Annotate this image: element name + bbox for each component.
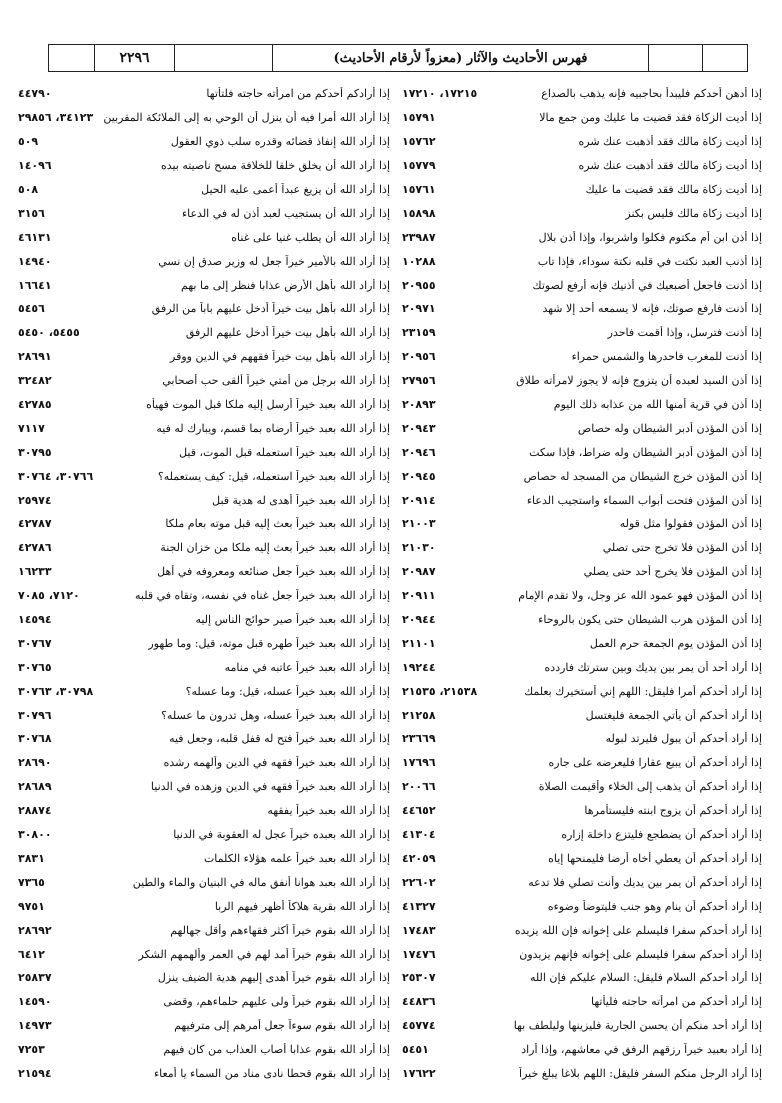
hadith-text: إذا أراد الله بأهل الأرض عذابا فنظر إلى ما بهم — [181, 278, 390, 292]
hadith-text: إذا أراد أحدكم أن يمر بين يديك وأنت تصلي فلا تدعه — [528, 875, 762, 889]
page-header — [48, 44, 748, 72]
hadith-text: إذا أراد الله بعبد خيراً استعمله قبل الموت، قيل — [179, 445, 390, 459]
index-entry — [18, 273, 390, 297]
hadith-text: إذا أراد الله بعبد خيراً عسله، وهل تدرون ما عسله؟ — [161, 708, 390, 722]
hadith-number: ٢٠٩٥٦ — [402, 350, 436, 364]
hadith-number: ١٥٧٧٩ — [402, 159, 436, 173]
hadith-text: إذا أراد أحدكم سفرا فليسلم على إخوانه فإنهم يزيدون — [519, 947, 762, 961]
hadith-text: إذا أراد الرجل منكم السفر فليقل: اللهم بلاغا يبلغ خيراً — [519, 1066, 762, 1080]
hadith-text: إذا أراد الله بعبد خيراً بعث إليه قبل موته بعام ملكا — [165, 517, 390, 531]
hadith-number: ٢٠٩٤٦ — [402, 445, 436, 459]
hadith-number: ٣٤١٢٣، ٢٩٨٥٦ — [18, 111, 94, 125]
index-entry — [18, 321, 390, 345]
hadith-text: إذا أراد الله بعبد خيراً عاتبه في منامه — [224, 660, 390, 674]
index-entry — [402, 775, 762, 799]
index-entry — [402, 225, 762, 249]
hadith-number: ٣٠٧٩٨، ٣٠٧٦٣ — [18, 684, 94, 698]
index-entry — [18, 799, 390, 823]
hadith-number: ٥٤٥١ — [402, 1043, 429, 1057]
index-entry — [402, 130, 762, 154]
hadith-text: إذا أذن المؤذن أدبر الشيطان وله حصاص — [577, 421, 762, 435]
hadith-number: ١٠٢٨٨ — [402, 254, 436, 268]
hadith-text: إذا أراد الله بعبد خيراً جعل غناه في نفسه، وتقاه في قلبه — [135, 589, 390, 603]
hadith-text: إذا أراد أحدكم أن يذهب إلى الخلاء وأقيمت الصلاة — [538, 780, 762, 794]
hadith-text: إذا أراد أحدكم سفرا فليسلم على إخوانه فإن الله يزيده — [514, 923, 762, 937]
hadith-text: إذا أذن المؤذن خرج الشيطان من المسجد له حصاص — [523, 469, 762, 483]
hadith-text: إذا أذن المؤذن فتحت أبواب السماء واستجيب الدعاء — [526, 493, 762, 507]
hadith-number: ٢٠٩٥٥ — [402, 278, 436, 292]
hadith-text: إذا أراد الله أن يستجيب لعبد أذن له في الدعاء — [181, 206, 390, 220]
hadith-text: إذا أراد أحدكم أن يبول فليرتد لبوله — [605, 732, 762, 746]
hadith-text: إذا أراد الله أمرا فيه أن ينزل أن الوحي به إلى الملائكة المقربين — [103, 111, 390, 125]
index-entry — [402, 823, 762, 847]
hadith-number: ١٦٦٤١ — [18, 278, 52, 292]
index-entry — [18, 823, 390, 847]
index-entry — [402, 894, 762, 918]
hadith-text: إذا أذن المؤذن فلا يخرج أحد حتى يصلي — [583, 565, 762, 579]
index-entry — [402, 942, 762, 966]
hadith-number: ٢٥٣٠٧ — [402, 971, 436, 985]
index-entry — [18, 297, 390, 321]
hadith-number: ٢٥٨٣٧ — [18, 971, 52, 985]
index-entry — [402, 106, 762, 130]
page-number: ٢٢٩٦ — [95, 45, 175, 71]
hadith-number: ١٥٧٦١ — [402, 183, 436, 196]
index-entry — [402, 440, 762, 464]
hadith-number: ١٤٩٧٣ — [18, 1019, 52, 1033]
hadith-number: ٤٤٦٥٢ — [402, 804, 436, 818]
hadith-number: ١٧٢١٥، ١٧٢١٠ — [402, 87, 478, 101]
hadith-number: ٢٠٩٤٣ — [402, 421, 436, 435]
hadith-text: إذا أراد الله بعبد خيراً صير حوائج الناس إليه — [195, 613, 390, 627]
index-entry — [18, 608, 390, 632]
hadith-number: ٥٤٥٥، ٥٤٥٠ — [18, 326, 80, 340]
index-entry — [402, 416, 762, 440]
index-entry — [402, 178, 762, 202]
hadith-number: ٢١٠٠٣ — [402, 517, 436, 531]
hadith-text: إذا أراد الله بقوم عذابا أصاب العذاب من كان فيهم — [163, 1043, 390, 1057]
hadith-text: إذا أراد الله بقوم قحطا نادى مناد من السماء يا أمعاء — [153, 1066, 390, 1080]
index-entry — [18, 727, 390, 751]
hadith-number: ٧١٢٠، ٧٠٨٥ — [18, 589, 80, 603]
index-entry — [18, 369, 390, 393]
hadith-text: إذا أراد الله بأهل بيت خيراً أدخل عليهم باباً من الرفق — [151, 302, 390, 316]
hadith-text: إذا أراد أحدكم السلام فليقل: السلام عليكم فإن الله — [529, 971, 762, 985]
index-entry — [402, 1062, 762, 1086]
hadith-text: إذا أذن المؤذن هرب الشيطان حتى يكون بالروحاء — [538, 613, 762, 627]
index-entry — [18, 249, 390, 273]
index-entry — [402, 393, 762, 417]
hadith-text: إذا أراد الله بقوم سوءاً جعل أمرهم إلى مترفيهم — [174, 1019, 390, 1033]
index-entry — [18, 440, 390, 464]
index-entry — [402, 345, 762, 369]
hadith-number: ٢٣٩٨٧ — [402, 230, 436, 244]
hadith-text: إذا أراد الله بعبد خيراً أهدى له هدية قبل — [212, 493, 390, 507]
index-entry — [402, 966, 762, 990]
hadith-number: ٢٠٠٦٦ — [402, 780, 436, 794]
index-entry — [18, 655, 390, 679]
hadith-text: إذا أراد الله بقوم خيراً أكثر فقهاءهم وأقل جهالهم — [170, 923, 390, 937]
hadith-number: ٢١٥٩٤ — [18, 1066, 52, 1080]
hadith-number: ٧١١٧ — [18, 421, 45, 435]
hadith-text: إذا أراد أحد أن يمر بين يديك وبين سترتك فاردده — [544, 660, 762, 674]
hadith-number: ٣٠٧٦٧ — [18, 636, 52, 650]
index-entry — [402, 154, 762, 178]
hadith-number: ٣٠٧٦٥ — [18, 660, 52, 674]
hadith-number: ١٧٦٩٦ — [402, 756, 436, 770]
hadith-number: ١٧٤٨٣ — [402, 923, 436, 937]
index-entry — [18, 751, 390, 775]
index-column-right — [402, 82, 762, 1085]
hadith-number: ١٧٤٧٦ — [402, 947, 436, 961]
index-entry — [18, 703, 390, 727]
index-entry — [402, 1038, 762, 1062]
hadith-text: إذا أراد الله بعبد خيراً علمه هؤلاء الكلمات — [203, 851, 390, 865]
index-entry — [402, 201, 762, 225]
hadith-number: ٢٣٦٦٩ — [402, 732, 436, 746]
index-entry — [402, 536, 762, 560]
hadith-number: ٤٢٧٨٦ — [18, 541, 52, 555]
hadith-number: ٢٠٩٤٤ — [402, 613, 436, 627]
header-cell-empty — [649, 45, 703, 71]
hadith-text: إذا أذنت فارفع صوتك، فإنه لا يسمعه أحد إلا شهد — [542, 302, 762, 316]
index-entry — [18, 536, 390, 560]
hadith-number: ٣٠٧٦٨ — [18, 732, 52, 746]
index-entry — [18, 894, 390, 918]
hadith-text: إذا أراد أحد منكم أن يحسن الجارية فليزينها وليلطف بها — [513, 1019, 762, 1033]
hadith-text: إذا أديت زكاة مالك فقد أذهبت عنك شره — [578, 159, 762, 173]
index-entry — [18, 154, 390, 178]
hadith-number: ٥٠٩ — [18, 135, 39, 149]
index-entry — [18, 488, 390, 512]
hadith-number: ١٤٠٩٦ — [18, 159, 52, 173]
index-entry — [402, 584, 762, 608]
hadith-number: ٤٢٧٨٧ — [18, 517, 52, 531]
hadith-number: ٢٣١٥٩ — [402, 326, 436, 340]
index-entry — [402, 751, 762, 775]
hadith-text: إذا أراد الله أن يزيغ عبداً أعمى عليه الحيل — [201, 183, 390, 196]
index-entry — [402, 655, 762, 679]
hadith-text: إذا أذنت فاجعل أصبعيك في أذنيك فإنه أرفع لصوتك — [532, 278, 762, 292]
index-entry — [402, 297, 762, 321]
hadith-number: ٤١٣٠٤ — [402, 828, 436, 842]
hadith-number: ٤١٣٢٧ — [402, 899, 436, 913]
hadith-number: ٢١٢٥٨ — [402, 708, 436, 722]
hadith-number: ٩٧٥١ — [18, 899, 45, 913]
hadith-text: إذا أراد الله بعبد خيراً استعمله، قيل: كيف يستعمله؟ — [157, 469, 390, 483]
hadith-number: ١٤٥٩٤ — [18, 613, 52, 627]
hadith-number: ١٧٦٢٢ — [402, 1066, 436, 1080]
hadith-number: ٢٠٩٧١ — [402, 302, 436, 316]
hadith-text: إذا أراد الله بقوم خيراً أهدى إليهم هدية الضيف ينزل — [157, 971, 390, 985]
hadith-number: ٥٤٥٦ — [18, 302, 45, 316]
hadith-text: إذا أديت زكاة مالك فقد أذهبت عنك شره — [578, 135, 762, 149]
index-entry — [18, 1014, 390, 1038]
hadith-text: إذا أذن في قرية أمنها الله من عذابه ذلك اليوم — [553, 398, 762, 412]
hadith-number: ١٦٢٣٣ — [18, 565, 52, 579]
hadith-text: إذا أذن السيد لعبده أن يتزوج فإنه لا يجوز لامرأته طلاق — [516, 374, 762, 388]
hadith-text: إذا أراد الله بعبد خيراً يفقهه — [267, 804, 390, 818]
hadith-number: ٢٨٦٩١ — [18, 350, 52, 364]
hadith-text: إذا أراد الله برجل من أمتي خيراً ألقى حب أصحابي — [162, 374, 390, 388]
hadith-text: إذا أراد أحدكم من امرأته حاجته فليأتها — [590, 995, 762, 1009]
hadith-number: ٤٦١٣١ — [18, 230, 52, 244]
hadith-text: إذا أراد الله بعبد خيراً فقهه في الدين وزهده في الدنيا — [150, 780, 390, 794]
hadith-number: ٤٤٨٣٦ — [402, 995, 436, 1009]
hadith-number: ٣١٥٦ — [18, 206, 45, 220]
hadith-text: إذا أديت الزكاة فقد قضيت ما عليك ومن جمع مالا — [539, 111, 762, 125]
index-entry — [402, 1014, 762, 1038]
hadith-number: ١٥٧٦٢ — [402, 135, 436, 149]
index-entry — [18, 584, 390, 608]
hadith-number: ٧٢٥٣ — [18, 1043, 45, 1057]
hadith-text: إذا أذنت فترسل، وإذا أقمت فاحدر — [607, 326, 762, 340]
hadith-number: ٢١٠٣٠ — [402, 541, 436, 555]
hadith-text: إذا أراد أحدكم أن يأتي الجمعة فليغتسل — [585, 708, 762, 722]
hadith-text: إذا أرادكم أحدكم من امرأته حاجته فلتأتها — [206, 87, 390, 101]
hadith-number: ٢٨٦٩٠ — [18, 756, 52, 770]
hadith-number: ٤٢٠٥٩ — [402, 851, 436, 865]
index-entry — [18, 870, 390, 894]
hadith-text: إذا أراد أحدكم أن يضطجع فليتزع داخلة إزاره — [561, 828, 762, 842]
index-entry — [18, 631, 390, 655]
index-entry — [18, 1062, 390, 1086]
hadith-number: ٢٨٦٩٢ — [18, 923, 52, 937]
hadith-text: إذا أديت زكاة مالك فقد قضيت ما عليك — [585, 183, 762, 196]
index-entry — [402, 560, 762, 584]
hadith-text: إذا أدهن أحدكم فليبدأ بحاجبيه فإنه يذهب بالصداع — [541, 87, 762, 101]
header-cell-empty — [49, 45, 95, 71]
hadith-number: ٢٠٩٨٧ — [402, 565, 436, 579]
hadith-number: ٣٢٤٨٢ — [18, 374, 52, 388]
hadith-text: إذا أراد أحدكم أمرا فليقل: اللهم إني أستخيرك بعلمك — [524, 684, 762, 698]
hadith-text: إذا أراد الله بأهل بيت خيراً فقههم في الدين ووقر — [170, 350, 390, 364]
hadith-number: ٢٠٩٤٥ — [402, 469, 436, 483]
index-entry — [402, 369, 762, 393]
hadith-number: ٢٧٩٥٦ — [402, 374, 436, 388]
hadith-text: إذا أديت زكاة مالك فليس بكنز — [625, 206, 762, 220]
hadith-number: ٧٣٦٥ — [18, 875, 45, 889]
hadith-text: إذا أذن المؤذن فقولوا مثل قوله — [619, 517, 762, 531]
index-entry — [402, 727, 762, 751]
index-entry — [402, 799, 762, 823]
hadith-text: إذا أذنت للمغرب فاحدرها والشمس حمراء — [571, 350, 762, 364]
hadith-number: ٢١٥٣٨، ٢١٥٣٥ — [402, 684, 478, 698]
hadith-number: ٣٠٧٩٦ — [18, 708, 52, 722]
hadith-text: إذا أراد الله بعبد خيراً أرضاه بما قسم، ويبارك له فيه — [156, 421, 390, 435]
header-cell-empty — [703, 45, 747, 71]
hadith-text: إذا أراد الله أن يطلب غنيا على غناه — [231, 230, 390, 244]
index-entry — [18, 201, 390, 225]
hadith-number: ٣٨٣١ — [18, 851, 45, 865]
index-entry — [402, 870, 762, 894]
hadith-number: ٢١١٠١ — [402, 636, 436, 650]
hadith-number: ٤٤٧٩٠ — [18, 87, 52, 101]
index-entry — [18, 106, 390, 130]
index-entry — [18, 990, 390, 1014]
index-entry — [402, 847, 762, 871]
hadith-number: ٢٠٩١١ — [402, 589, 436, 603]
hadith-number: ١٤٥٩٠ — [18, 995, 52, 1009]
hadith-number: ١٥٨٩٨ — [402, 206, 436, 220]
hadith-number: ٣٠٧٦٦، ٣٠٧٦٤ — [18, 469, 94, 483]
hadith-text: إذا أراد الله بقوم خيراً ولى عليهم حلماءهم، وقضى — [163, 995, 390, 1009]
hadith-number: ٤٥٧٧٤ — [402, 1019, 436, 1033]
hadith-text: إذا أراد بعبيد خيراً رزقهم الرفق في معاشهم، وإذا أراد — [521, 1043, 762, 1057]
hadith-text: إذا أراد الله أن يخلق خلقا للخلافة مسح ناصيته بيده — [160, 159, 390, 173]
index-entry — [402, 990, 762, 1014]
hadith-text: إذا أراد أحدكم أن يزوج ابنته فليستأمرها — [584, 804, 762, 818]
hadith-text: إذا أراد الله بعبد خيراً أرسل إليه ملكا قبل الموت فهيأه — [146, 398, 390, 412]
index-entry — [402, 488, 762, 512]
hadith-text: إذا أراد الله بعبد خيراً طهره قبل موته، قيل: وما طهور — [148, 636, 390, 650]
index-entry — [402, 82, 762, 106]
index-column-left — [18, 82, 390, 1085]
hadith-text: إذا أراد أحدكم أن يبيع عقارا فليعرضه على جاره — [548, 756, 762, 770]
hadith-text: إذا أذن ابن أم مكتوم فكلوا واشربوا، وإذا أذن بلال — [538, 230, 762, 244]
hadith-text: إذا أراد الله بالأمير خيراً جعل له وزير صدق إن نسي — [158, 254, 390, 268]
hadith-text: إذا أراد الله بعبد خيراً بعث إليه ملكا من خزان الجنة — [160, 541, 390, 555]
hadith-text: إذا أذن المؤذن فهو عمود الله عز وجل، ولا تقدم الإمام — [518, 589, 762, 603]
hadith-text: إذا أذن المؤذن أدبر الشيطان وله ضراط، فإذا سكت — [529, 445, 762, 459]
hadith-number: ٣٠٨٠٠ — [18, 828, 52, 842]
hadith-number: ٢٠٩١٤ — [402, 493, 436, 507]
index-entry — [402, 464, 762, 488]
hadith-text: إذا أذن المؤذن فلا تخرج حتى تصلي — [602, 541, 762, 555]
hadith-number: ٢٥٩٧٤ — [18, 493, 52, 507]
hadith-text: إذا أراد الله بعبده خيراً عجل له العقوبة في الدنيا — [173, 828, 390, 842]
page-title: فهرس الأحاديث والآثار (معزواً لأرقام الأحاديث) — [273, 45, 649, 71]
header-cell-empty — [175, 45, 273, 71]
hadith-number: ١٤٩٤٠ — [18, 254, 52, 268]
hadith-text: إذا أراد الله بقوم خيراً أمد لهم في العمر وألهمهم الشكر — [138, 947, 390, 961]
index-entry — [18, 847, 390, 871]
hadith-number: ٢٨٦٨٩ — [18, 780, 52, 794]
index-entry — [402, 703, 762, 727]
index-entry — [402, 249, 762, 273]
hadith-text: إذا أذنب العبد نكتت في قلبه نكتة سوداء، فإذا تاب — [537, 254, 762, 268]
index-entry — [402, 918, 762, 942]
hadith-text: إذا أراد الله بعبد خيراً فتح له قفل قلبه، وجعل فيه — [169, 732, 390, 746]
index-entry — [402, 273, 762, 297]
index-entry — [18, 393, 390, 417]
hadith-number: ٥٠٨ — [18, 183, 39, 196]
index-entry — [18, 225, 390, 249]
index-entry — [18, 918, 390, 942]
index-entry — [18, 130, 390, 154]
index-entry — [402, 321, 762, 345]
index-entry — [18, 966, 390, 990]
hadith-text: إذا أراد الله بأهل بيت خيراً أدخل عليهم الرفق — [185, 326, 390, 340]
index-entry — [18, 82, 390, 106]
index-entry — [18, 416, 390, 440]
hadith-number: ٤٢٧٨٥ — [18, 398, 52, 412]
hadith-number: ٢٨٨٧٤ — [18, 804, 52, 818]
hadith-text: إذا أراد الله إنفاذ قضائه وقدره سلب ذوي العقول — [170, 135, 390, 149]
hadith-number: ٢٢٦٠٢ — [402, 875, 436, 889]
hadith-text: إذا أراد الله بعبد هوانا أنفق ماله في البنيان والماء والطين — [132, 875, 390, 889]
hadith-text: إذا أراد أحدكم أن ينام وهو جنب فليتوضأ وضوءه — [547, 899, 762, 913]
hadith-text: إذا أذن المؤذن يوم الجمعة حرم العمل — [589, 636, 762, 650]
index-entry — [402, 679, 762, 703]
hadith-number: ٦٤١٢ — [18, 947, 45, 961]
hadith-text: إذا أراد الله بعبد خيراً جعل صنائعه ومعروفه في أهل — [157, 565, 390, 579]
index-entry — [402, 608, 762, 632]
index-entry — [18, 345, 390, 369]
index-entry — [18, 464, 390, 488]
index-entry — [18, 942, 390, 966]
index-entry — [18, 775, 390, 799]
hadith-number: ٣٠٧٩٥ — [18, 445, 52, 459]
index-entry — [18, 1038, 390, 1062]
index-entry — [18, 512, 390, 536]
index-entry — [402, 631, 762, 655]
hadith-text: إذا أراد الله بقرية هلاكاً أظهر فيهم الربا — [214, 899, 390, 913]
hadith-text: إذا أراد الله بعبد خيراً فقهه في الدين وألهمه رشده — [163, 756, 390, 770]
index-entry — [18, 560, 390, 584]
hadith-number: ١٥٧٩١ — [402, 111, 436, 125]
index-entry — [18, 178, 390, 202]
hadith-text: إذا أراد أحدكم أن يعطي أخاه أرضا فليمنحها إياه — [548, 851, 762, 865]
hadith-text: إذا أراد الله بعبد خيراً عسله، قيل: وما عسله؟ — [185, 684, 390, 698]
hadith-number: ٢٠٨٩٣ — [402, 398, 436, 412]
index-entry — [402, 512, 762, 536]
hadith-number: ١٩٢٤٤ — [402, 660, 436, 674]
index-entry — [18, 679, 390, 703]
